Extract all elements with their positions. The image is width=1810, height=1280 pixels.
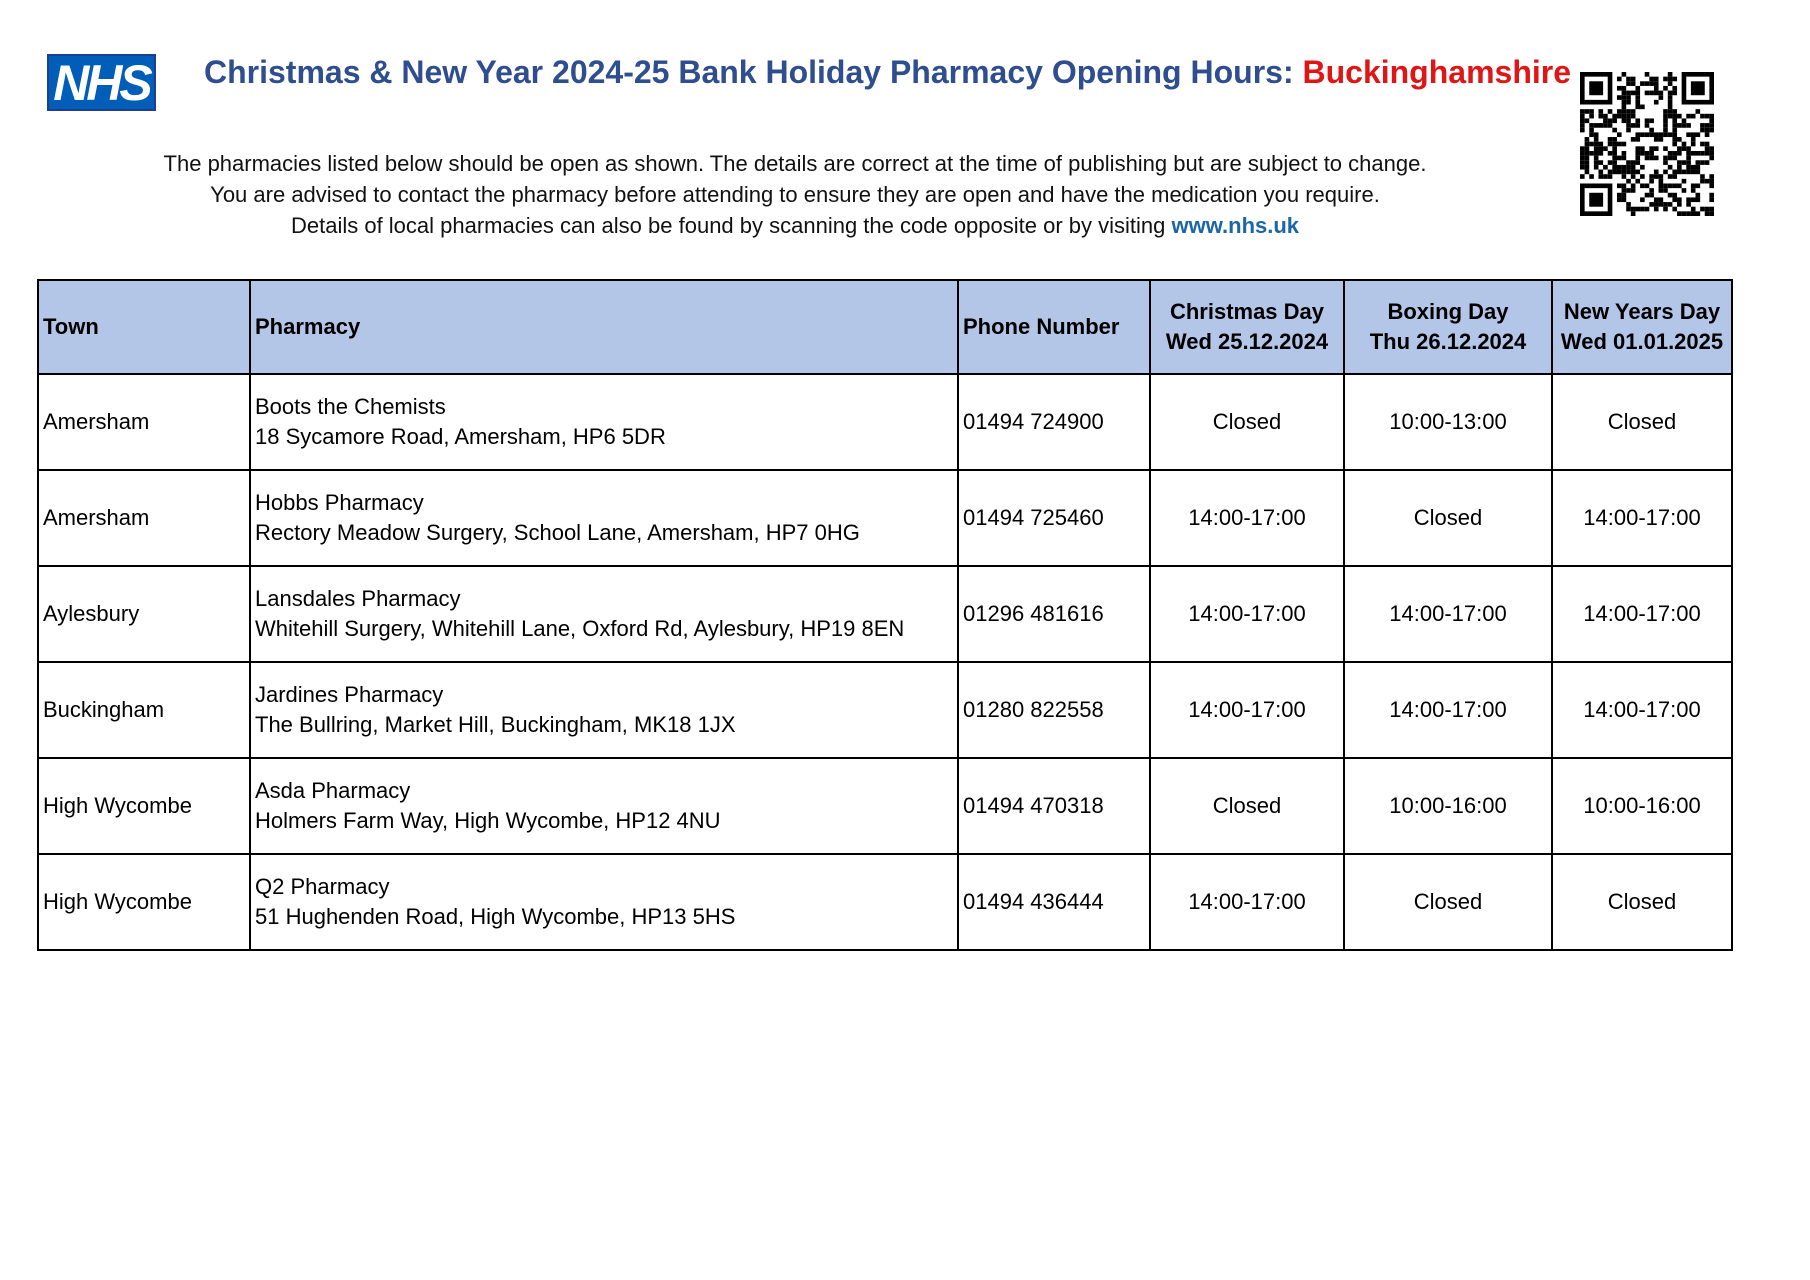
cell-boxing: 10:00-13:00 bbox=[1344, 374, 1552, 470]
cell-phone: 01280 822558 bbox=[958, 662, 1150, 758]
cell-town: Aylesbury bbox=[38, 566, 250, 662]
cell-phone: 01494 724900 bbox=[958, 374, 1150, 470]
title-region: Buckinghamshire bbox=[1302, 54, 1571, 90]
qr-code-icon bbox=[1580, 72, 1714, 216]
cell-boxing: 14:00-17:00 bbox=[1344, 566, 1552, 662]
pharmacy-name: Q2 Pharmacy bbox=[255, 874, 390, 899]
cell-newyear: Closed bbox=[1552, 374, 1732, 470]
pharmacy-name: Boots the Chemists bbox=[255, 394, 446, 419]
pharmacy-address: Whitehill Surgery, Whitehill Lane, Oxford Rd, Aylesbury, HP19 8EN bbox=[255, 616, 905, 641]
cell-town: Amersham bbox=[38, 374, 250, 470]
cell-boxing: Closed bbox=[1344, 854, 1552, 950]
cell-town: High Wycombe bbox=[38, 854, 250, 950]
cell-pharmacy bbox=[250, 662, 958, 758]
page-title bbox=[160, 54, 1615, 91]
title-main: Christmas & New Year 2024-25 Bank Holiday Pharmacy Opening Hours: bbox=[204, 54, 1294, 90]
cell-pharmacy bbox=[250, 470, 958, 566]
nhs-website-link[interactable]: www.nhs.uk bbox=[1171, 213, 1300, 238]
cell-town: High Wycombe bbox=[38, 758, 250, 854]
nhs-logo-text: NHS bbox=[53, 54, 150, 111]
header-boxing-date: Thu 26.12.2024 bbox=[1369, 329, 1527, 354]
table-row bbox=[38, 374, 1732, 470]
pharmacy-name: Hobbs Pharmacy bbox=[255, 490, 424, 515]
header-new-years-day bbox=[1552, 280, 1732, 374]
pharmacy-address: Rectory Meadow Surgery, School Lane, Amersham, HP7 0HG bbox=[255, 520, 860, 545]
table-row bbox=[38, 854, 1732, 950]
table-header-row bbox=[38, 280, 1732, 374]
cell-phone: 01296 481616 bbox=[958, 566, 1150, 662]
cell-christmas: 14:00-17:00 bbox=[1150, 566, 1344, 662]
cell-christmas: 14:00-17:00 bbox=[1150, 854, 1344, 950]
table-row bbox=[38, 470, 1732, 566]
table-row bbox=[38, 662, 1732, 758]
cell-boxing: 10:00-16:00 bbox=[1344, 758, 1552, 854]
header-boxing-day bbox=[1344, 280, 1552, 374]
header-boxing-label: Boxing Day bbox=[1387, 299, 1509, 324]
header-christmas-date: Wed 25.12.2024 bbox=[1165, 329, 1329, 354]
cell-christmas: Closed bbox=[1150, 758, 1344, 854]
intro-line-1: The pharmacies listed below should be open as shown. The details are correct at the time of publishing but are subject to change. bbox=[163, 151, 1427, 176]
intro-line-3-text: Details of local pharmacies can also be found by scanning the code opposite or by visiting bbox=[290, 213, 1166, 238]
pharmacy-name: Jardines Pharmacy bbox=[255, 682, 444, 707]
cell-pharmacy bbox=[250, 854, 958, 950]
header-newyear-date: Wed 01.01.2025 bbox=[1560, 329, 1724, 354]
header-christmas-day bbox=[1150, 280, 1344, 374]
cell-newyear: Closed bbox=[1552, 854, 1732, 950]
cell-christmas: 14:00-17:00 bbox=[1150, 662, 1344, 758]
cell-christmas: Closed bbox=[1150, 374, 1344, 470]
pharmacy-address: 51 Hughenden Road, High Wycombe, HP13 5HS bbox=[255, 904, 736, 929]
cell-newyear: 14:00-17:00 bbox=[1552, 470, 1732, 566]
table-row bbox=[38, 758, 1732, 854]
cell-town: Buckingham bbox=[38, 662, 250, 758]
cell-phone: 01494 470318 bbox=[958, 758, 1150, 854]
pharmacy-table bbox=[37, 279, 1733, 951]
cell-pharmacy bbox=[250, 374, 958, 470]
nhs-logo bbox=[47, 54, 156, 111]
cell-newyear: 14:00-17:00 bbox=[1552, 662, 1732, 758]
header-phone: Phone Number bbox=[958, 280, 1150, 374]
table-row bbox=[38, 566, 1732, 662]
cell-phone: 01494 725460 bbox=[958, 470, 1150, 566]
cell-christmas: 14:00-17:00 bbox=[1150, 470, 1344, 566]
intro-text bbox=[95, 148, 1495, 241]
header-town: Town bbox=[38, 280, 250, 374]
pharmacy-address: 18 Sycamore Road, Amersham, HP6 5DR bbox=[255, 424, 666, 449]
cell-boxing: 14:00-17:00 bbox=[1344, 662, 1552, 758]
cell-pharmacy bbox=[250, 758, 958, 854]
cell-town: Amersham bbox=[38, 470, 250, 566]
cell-newyear: 14:00-17:00 bbox=[1552, 566, 1732, 662]
intro-line-3 bbox=[95, 210, 1495, 241]
header-pharmacy: Pharmacy bbox=[250, 280, 958, 374]
header-newyear-label: New Years Day bbox=[1563, 299, 1721, 324]
pharmacy-address: Holmers Farm Way, High Wycombe, HP12 4NU bbox=[255, 808, 721, 833]
cell-phone: 01494 436444 bbox=[958, 854, 1150, 950]
pharmacy-name: Lansdales Pharmacy bbox=[255, 586, 461, 611]
intro-line-2: You are advised to contact the pharmacy before attending to ensure they are open and have the medication you require. bbox=[210, 182, 1380, 207]
cell-pharmacy bbox=[250, 566, 958, 662]
header-christmas-label: Christmas Day bbox=[1169, 299, 1325, 324]
pharmacy-name: Asda Pharmacy bbox=[255, 778, 411, 803]
cell-boxing: Closed bbox=[1344, 470, 1552, 566]
cell-newyear: 10:00-16:00 bbox=[1552, 758, 1732, 854]
pharmacy-address: The Bullring, Market Hill, Buckingham, MK18 1JX bbox=[255, 712, 736, 737]
